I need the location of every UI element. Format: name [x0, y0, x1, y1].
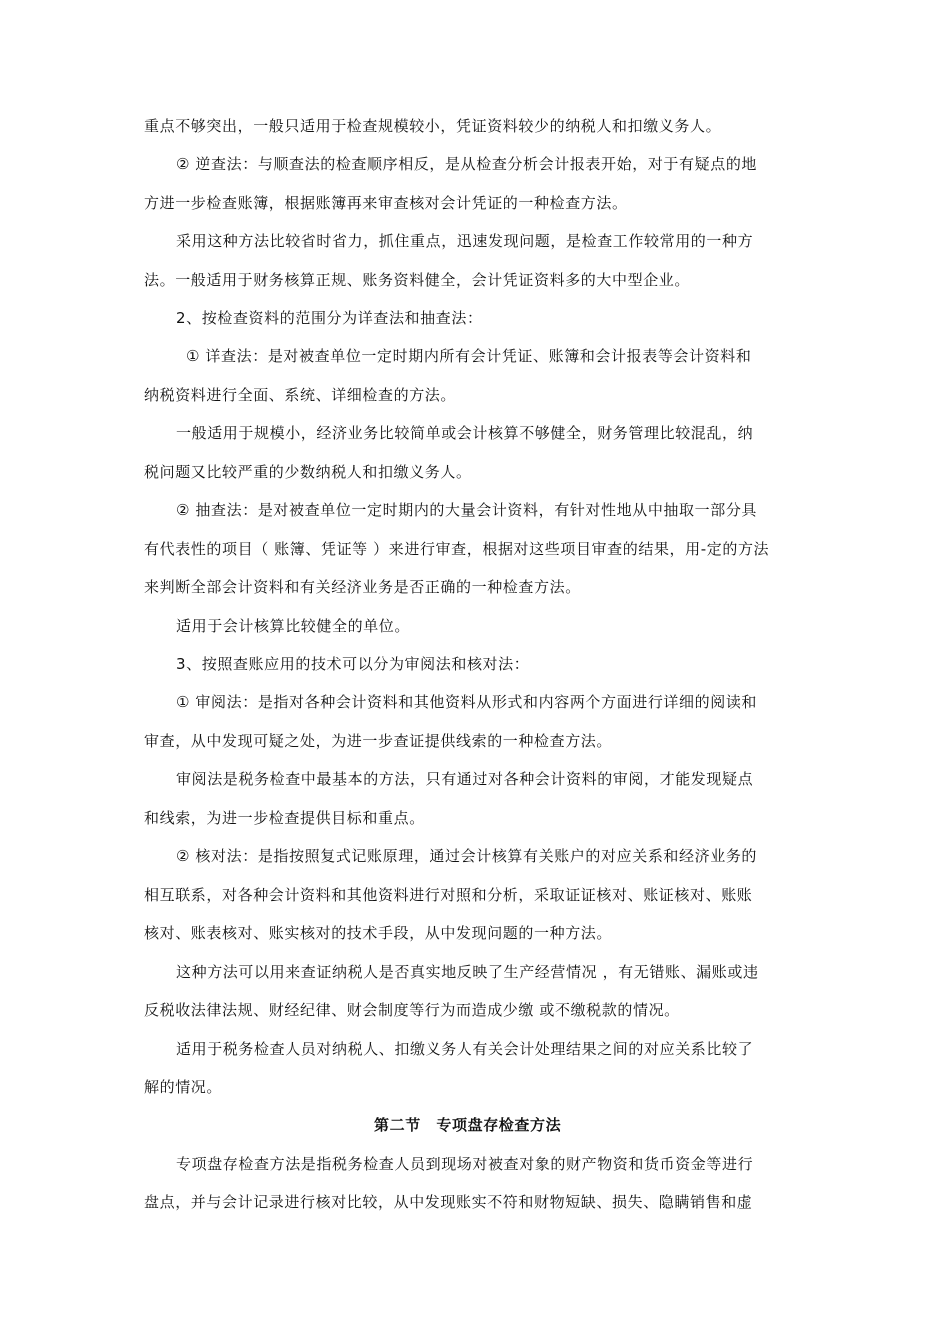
- paragraph-line: 专项盘存检查方法是指税务检查人员到现场对被查对象的财产物资和货币资金等进行: [176, 1155, 754, 1173]
- paragraph-line: 适用于税务检查人员对纳税人、扣缴义务人有关会计处理结果之间的对应关系比较了: [176, 1040, 754, 1058]
- paragraph-line: ② 逆查法：与顺查法的检查顺序相反，是从检查分析会计报表开始，对于有疑点的地: [176, 155, 758, 173]
- paragraph-line: 采用这种方法比较省时省力，抓住重点，迅速发现问题，是检查工作较常用的一种方: [176, 232, 754, 250]
- paragraph-line: 重点不够突出，一般只适用于检查规模较小，凭证资料较少的纳税人和扣缴义务人。: [144, 117, 722, 135]
- section-heading: 第二节 专项盘存检查方法: [374, 1116, 562, 1134]
- paragraph-line: 有代表性的项目（ 账簿、凭证等 ）来进行审查，根据对这些项目审查的结果，用-定的方法: [144, 540, 770, 558]
- paragraph-line: ② 核对法：是指按照复式记账原理，通过会计核算有关账户的对应关系和经济业务的: [176, 847, 758, 865]
- paragraph-line: 相互联系，对各种会计资料和其他资料进行对照和分析，采取证证核对、账证核对、账账: [144, 886, 753, 904]
- paragraph-line: 核对、账表核对、账实核对的技术手段，从中发现问题的一种方法。: [144, 924, 613, 942]
- paragraph-line: 2、按检查资料的范围分为详查法和抽查法：: [176, 309, 483, 327]
- paragraph-line: 一般适用于规模小，经济业务比较简单或会计核算不够健全，财务管理比较混乱，纳: [176, 424, 754, 442]
- paragraph-line: 法。一般适用于财务核算正规、账务资料健全，会计凭证资料多的大中型企业。: [144, 271, 691, 289]
- paragraph-line: 审查，从中发现可疑之处，为进一步查证提供线索的一种检查方法。: [144, 732, 613, 750]
- paragraph-line: 3、按照查账应用的技术可以分为审阅法和核对法：: [176, 655, 530, 673]
- paragraph-line: 税问题又比较严重的少数纳税人和扣缴义务人。: [144, 463, 472, 481]
- paragraph-line: 适用于会计核算比较健全的单位。: [176, 617, 411, 635]
- paragraph-line: 来判断全部会计资料和有关经济业务是否正确的一种检查方法。: [144, 578, 581, 596]
- paragraph-line: 审阅法是税务检查中最基本的方法，只有通过对各种会计资料的审阅，才能发现疑点: [176, 770, 754, 788]
- paragraph-line: 盘点，并与会计记录进行核对比较，从中发现账实不符和财物短缺、损失、隐瞒销售和虚: [144, 1193, 753, 1211]
- paragraph-line: 反税收法律法规、财经纪律、财会制度等行为而造成少缴 或不缴税款的情况。: [144, 1001, 680, 1019]
- paragraph-line: ① 审阅法：是指对各种会计资料和其他资料从形式和内容两个方面进行详细的阅读和: [176, 693, 758, 711]
- paragraph-line: 和线索，为进一步检查提供目标和重点。: [144, 809, 425, 827]
- paragraph-line: ① 详查法：是对被查单位一定时期内所有会计凭证、账簿和会计报表等会计资料和: [186, 347, 752, 365]
- paragraph-line: 纳税资料进行全面、系统、详细检查的方法。: [144, 386, 457, 404]
- paragraph-line: 解的情况。: [144, 1078, 223, 1096]
- paragraph-line: ② 抽查法：是对被查单位一定时期内的大量会计资料，有针对性地从中抽取一部分具: [176, 501, 758, 519]
- paragraph-line: 这种方法可以用来查证纳税人是否真实地反映了生产经营情况 ，有无错账、漏账或违: [176, 963, 759, 981]
- paragraph-line: 方进一步检查账簿，根据账簿再来审查核对会计凭证的一种检查方法。: [144, 194, 628, 212]
